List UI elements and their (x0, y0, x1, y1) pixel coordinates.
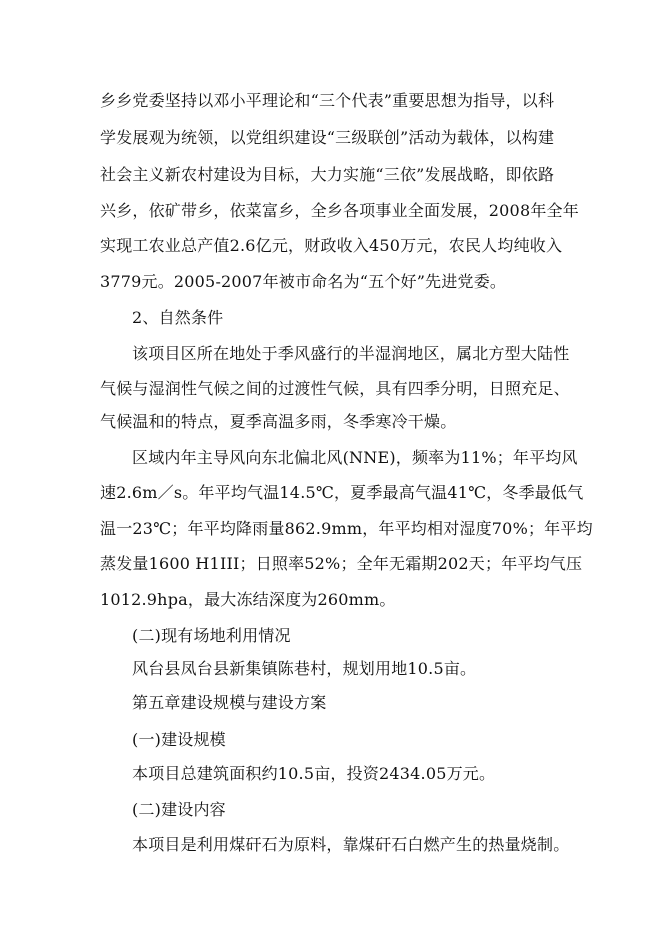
text-line-12: 速2.6m／s。年平均气温14.5℃，夏季最高气温41℃，冬季最低气 (100, 483, 584, 502)
text-line-1: 乡乡党委坚持以邓小平理论和“三个代表”重要思想为指导，以科 (100, 91, 555, 110)
chapter-heading-construction: 第五章建设规模与建设方案 (132, 693, 327, 712)
section-heading-content: (二)建设内容 (132, 800, 226, 819)
text-line-22: 本项目是利用煤矸石为原料，靠煤矸石白燃产生的热量烧制。 (132, 835, 570, 854)
text-line-15: 1012.9hpa，最大冻结深度为260mm。 (100, 590, 396, 609)
text-line-4: 兴乡，依矿带乡，依菜富乡，全乡各项事业全面发展，2008年全年 (100, 201, 579, 220)
text-line-20: 本项目总建筑面积约10.5亩，投资2434.05万元。 (132, 764, 496, 783)
text-line-14: 蒸发量1600 H1III；日照率52%；全年无霜期202天；年平均气压 (100, 554, 583, 573)
text-line-6: 3779元。2005-2007年被市命名为“五个好”先进党委。 (100, 272, 507, 291)
section-heading-site-use: (二)现有场地利用情况 (132, 626, 291, 645)
text-line-13: 温一23℃；年平均降雨量862.9mm，年平均相对湿度70%；年平均 (100, 519, 593, 538)
text-line-9: 气候与湿润性气候之间的过渡性气候，具有四季分明，日照充足、 (100, 379, 570, 398)
text-line-5: 实现工农业总产值2.6亿元，财政收入450万元，农民人均纯收入 (100, 236, 563, 255)
text-line-11: 区域内年主导风向东北偏北风(NNE)，频率为11%；年平均风 (132, 448, 578, 467)
text-line-3: 社会主义新农村建设为目标，大力实施“三依”发展战略，即依路 (100, 165, 555, 184)
section-heading-natural-conditions: 2、自然条件 (132, 308, 224, 327)
text-line-10: 气候温和的特点，夏季高温多雨，冬季寒冷干燥。 (100, 412, 457, 431)
text-line-17: 风台县凤台县新集镇陈巷村，规划用地10.5亩。 (132, 659, 477, 678)
text-line-8: 该项目区所在地处于季风盛行的半湿润地区，属北方型大陆性 (132, 344, 570, 363)
text-line-2: 学发展观为统领，以党组织建设“三级联创”活动为载体，以构建 (100, 128, 555, 147)
section-heading-scale: (一)建设规模 (132, 730, 226, 749)
